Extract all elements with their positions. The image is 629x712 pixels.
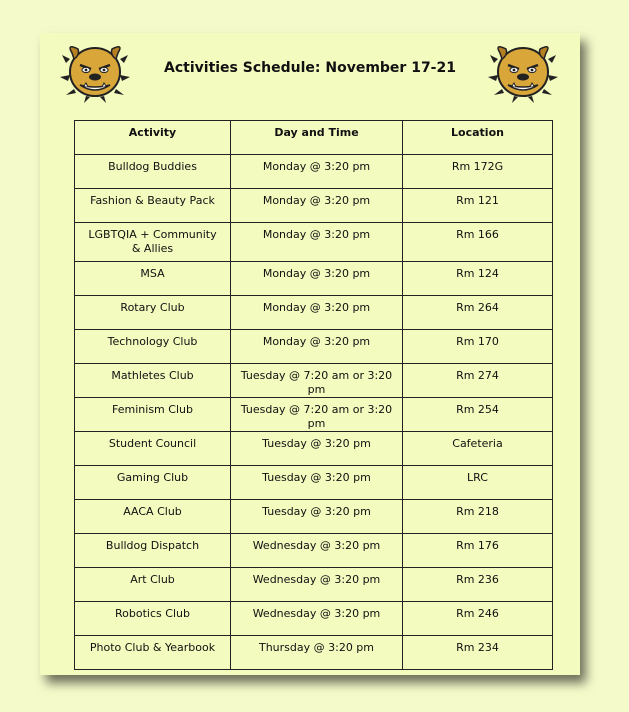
location-cell: Rm 124 [403, 262, 553, 296]
table-row [75, 364, 553, 398]
day-time-cell: Monday @ 3:20 pm [231, 189, 403, 223]
location-cell: Rm 264 [403, 296, 553, 330]
day-time-cell: Tuesday @ 3:20 pm [231, 500, 403, 534]
table-row [75, 296, 553, 330]
activity-cell: Mathletes Club [75, 364, 231, 398]
table-row [75, 398, 553, 432]
day-time-cell: Monday @ 3:20 pm [231, 296, 403, 330]
day-time-cell: Tuesday @ 7:20 am or 3:20 pm [231, 364, 403, 398]
activity-cell: LGBTQIA + Community & Allies [75, 223, 231, 262]
table-row [75, 568, 553, 602]
day-time-cell: Tuesday @ 3:20 pm [231, 432, 403, 466]
activity-cell: Robotics Club [75, 602, 231, 636]
location-cell: Rm 121 [403, 189, 553, 223]
activity-cell: Gaming Club [75, 466, 231, 500]
header-activity: Activity [75, 121, 231, 155]
schedule-table [74, 120, 553, 670]
table-row [75, 330, 553, 364]
day-time-cell: Wednesday @ 3:20 pm [231, 602, 403, 636]
location-cell: Rm 176 [403, 534, 553, 568]
day-time-cell: Monday @ 3:20 pm [231, 330, 403, 364]
location-cell: Rm 166 [403, 223, 553, 262]
table-header-row [75, 121, 553, 155]
day-time-cell: Monday @ 3:20 pm [231, 155, 403, 189]
activity-cell: Bulldog Dispatch [75, 534, 231, 568]
activity-cell: Photo Club & Yearbook [75, 636, 231, 670]
page-title: Activities Schedule: November 17-21 [164, 60, 456, 76]
day-time-cell: Tuesday @ 3:20 pm [231, 466, 403, 500]
location-cell: Rm 218 [403, 500, 553, 534]
activity-cell: Rotary Club [75, 296, 231, 330]
location-cell: Rm 246 [403, 602, 553, 636]
location-cell: Rm 254 [403, 398, 553, 432]
header-day-and-time: Day and Time [231, 121, 403, 155]
location-cell: Rm 274 [403, 364, 553, 398]
activity-cell: Art Club [75, 568, 231, 602]
activity-cell: Student Council [75, 432, 231, 466]
day-time-cell: Wednesday @ 3:20 pm [231, 568, 403, 602]
table-row [75, 636, 553, 670]
activity-cell: MSA [75, 262, 231, 296]
activity-cell: Feminism Club [75, 398, 231, 432]
day-time-cell: Wednesday @ 3:20 pm [231, 534, 403, 568]
location-cell: LRC [403, 466, 553, 500]
location-cell: Rm 236 [403, 568, 553, 602]
activity-cell: AACA Club [75, 500, 231, 534]
day-time-cell: Tuesday @ 7:20 am or 3:20 pm [231, 398, 403, 432]
table-row [75, 432, 553, 466]
activity-cell: Fashion & Beauty Pack [75, 189, 231, 223]
table-row [75, 223, 553, 262]
activity-cell: Bulldog Buddies [75, 155, 231, 189]
bulldog-mascot-icon [488, 41, 558, 103]
location-cell: Rm 172G [403, 155, 553, 189]
location-cell: Cafeteria [403, 432, 553, 466]
day-time-cell: Thursday @ 3:20 pm [231, 636, 403, 670]
location-cell: Rm 170 [403, 330, 553, 364]
table-row [75, 189, 553, 223]
table-row [75, 262, 553, 296]
table-row [75, 602, 553, 636]
table-row [75, 534, 553, 568]
bulldog-mascot-icon [60, 41, 130, 103]
location-cell: Rm 234 [403, 636, 553, 670]
day-time-cell: Monday @ 3:20 pm [231, 262, 403, 296]
table-row [75, 466, 553, 500]
header-location: Location [403, 121, 553, 155]
schedule-page [40, 33, 580, 675]
table-row [75, 155, 553, 189]
table-row [75, 500, 553, 534]
day-time-cell: Monday @ 3:20 pm [231, 223, 403, 262]
activity-cell: Technology Club [75, 330, 231, 364]
